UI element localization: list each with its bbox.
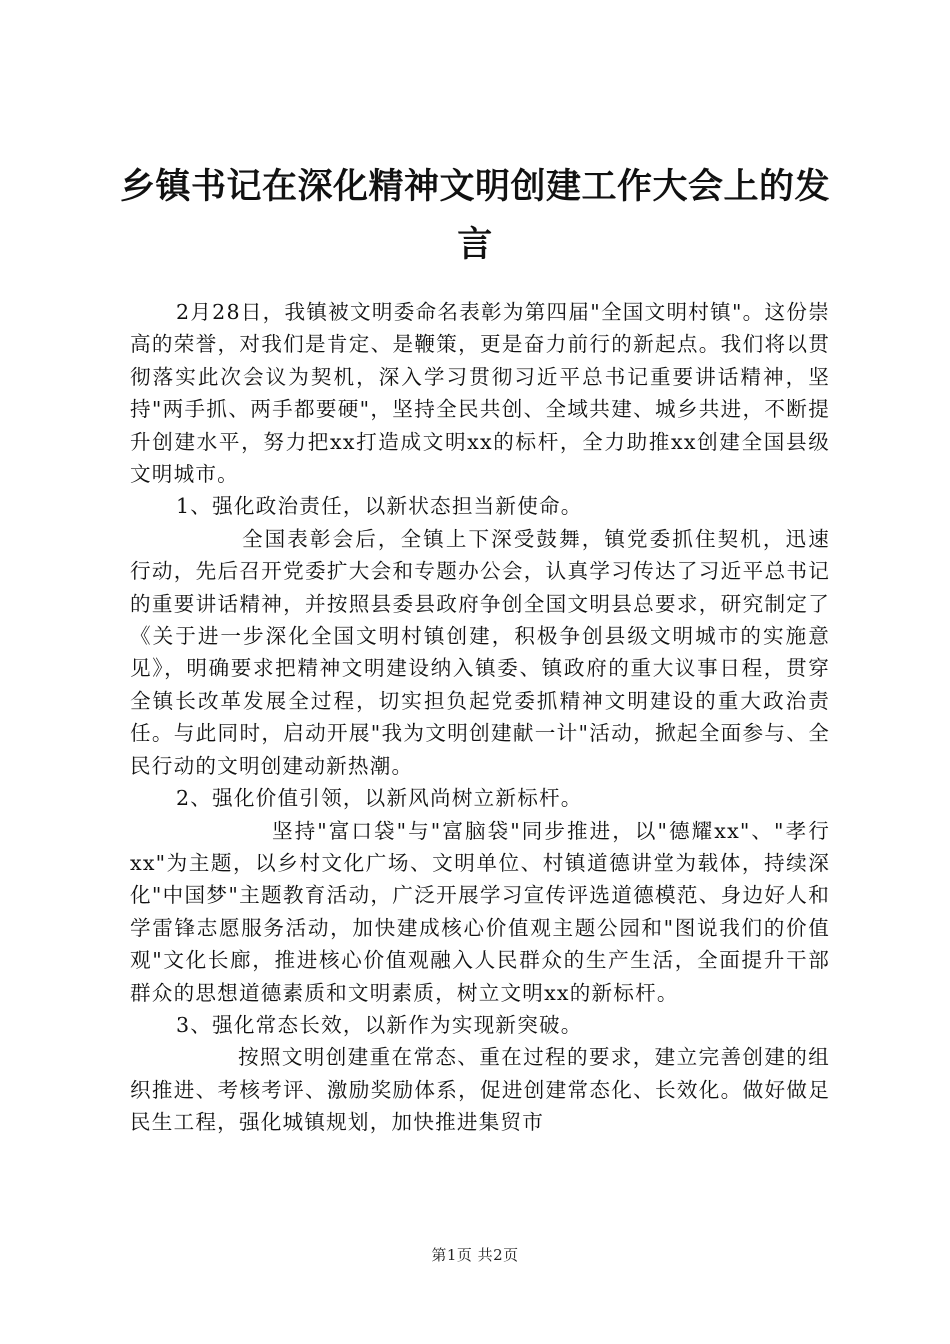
section-heading-3: 3、强化常态长效，以新作为实现新突破。 [176, 1012, 583, 1037]
section-body-2: 坚持"富口袋"与"富脑袋"同步推进，以"德耀xx"、"孝行xx"为主题，以乡村文化广场、文明单位、村镇道德讲堂为载体，持续深化"中国梦"主题教育活动，广泛开展学习宣传评选道德模范、身边好人和学雷锋志愿服务活动，加快建成核心价值观主题公园和"图说我们的价值观"文化长廊，推进核心价值观融入人民群众的生产生活，全面提升干部群众的思想道德素质和文明素质，树立文明xx的新标杆。 [130, 818, 830, 1005]
document-body [130, 296, 830, 1139]
intro-paragraph: 2月28日，我镇被文明委命名表彰为第四届"全国文明村镇"。这份崇高的荣誉，对我们是肯定、是鞭策，更是奋力前行的新起点。我们将以贯彻落实此次会议为契机，深入学习贯彻习近平总书记重要讲话精神，坚持"两手抓、两手都要硬"，坚持全民共创、全域共建、城乡共进，不断提升创建水平，努力把xx打造成文明xx的标杆，全力助推xx创建全国县级文明城市。 [130, 300, 830, 487]
document-title: 乡镇书记在深化精神文明创建工作大会上的发言 [119, 167, 830, 265]
section-heading-1: 1、强化政治责任，以新状态担当新使命。 [176, 494, 583, 519]
section-heading-2: 2、强化价值引领，以新风尚树立新标杆。 [176, 786, 583, 811]
section-body-3: 按照文明创建重在常态、重在过程的要求，建立完善创建的组织推进、考核考评、激励奖励体系，促进创建常态化、长效化。做好做足民生工程，强化城镇规划，加快推进集贸市 [130, 1045, 830, 1135]
section-body-1: 全国表彰会后，全镇上下深受鼓舞，镇党委抓住契机，迅速行动，先后召开党委扩大会和专题办公会，认真学习传达了习近平总书记的重要讲话精神，并按照县委县政府争创全国文明县总要求，研究制定了《关于进一步深化全国文明村镇创建，积极争创县级文明城市的实施意见》，明确要求把精神文明建设纳入镇委、镇政府的重大议事日程，贯穿全镇长改革发展全过程，切实担负起党委抓精神文明建设的重大政治责任。与此同时，启动开展"我为文明创建献一计"活动，掀起全面参与、全民行动的文明创建动新热潮。 [130, 526, 830, 778]
page-number-footer: 第1页 共2页 [431, 1246, 519, 1264]
